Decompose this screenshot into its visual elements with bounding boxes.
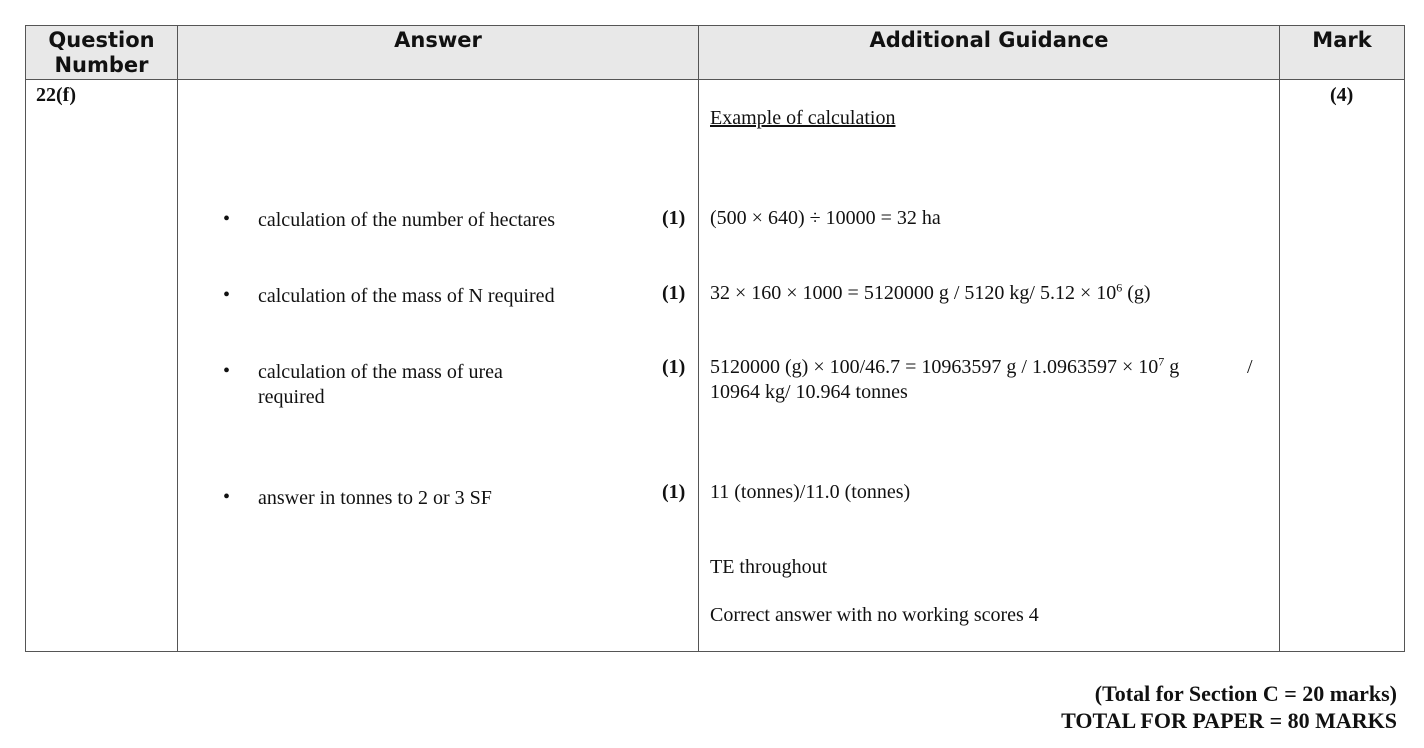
guidance-note: TE throughout	[710, 556, 828, 578]
answer-point: calculation of the number of hectares	[258, 209, 556, 231]
guidance-line: 5120000 (g) × 100/46.7 = 10963597 $g / 1.0963597 \times 10^7$ g	[710, 354, 1180, 378]
bullet: •	[223, 360, 231, 382]
point-mark: (1)	[662, 481, 686, 503]
guidance-line: 11 (tonnes)/11.0 (tonnes)	[710, 481, 911, 503]
guidance-note: Correct answer with no working scores 4	[710, 604, 1039, 626]
bullet: •	[223, 486, 231, 508]
guidance-line: (500 × 640) ÷ 10000 = 32 ha	[710, 207, 941, 229]
point-mark: (1)	[662, 356, 686, 378]
bullet: •	[223, 284, 231, 306]
question-mark: (4)	[1330, 84, 1354, 106]
paper-total: TOTAL FOR PAPER = 80 MARKS	[1061, 708, 1397, 733]
header-additional-guidance: Additional Guidance	[869, 28, 1109, 52]
answer-point: answer in tonnes to 2 or 3 SF	[258, 487, 492, 509]
answer-point: calculation of the mass of urea	[258, 361, 503, 383]
header-answer: Answer	[394, 28, 482, 52]
guidance-slash: /	[1247, 356, 1253, 378]
bullet: •	[223, 208, 231, 230]
header-question-number: Question Number	[48, 28, 155, 77]
mark-scheme-table	[25, 25, 1405, 652]
section-total: (Total for Section C = 20 marks)	[1094, 681, 1397, 706]
guidance-line: 32 × 160 × 1000 = 5120000 g / 5120 kg/ $5.12 \times 10^6$ (g)	[710, 280, 1151, 304]
answer-point: calculation of the mass of N required	[258, 285, 555, 307]
point-mark: (1)	[662, 282, 686, 304]
point-mark: (1)	[662, 207, 686, 229]
guidance-line-continued: 10964 kg/ 10.964 tonnes	[710, 381, 908, 403]
column-divider	[177, 26, 178, 651]
question-number: 22(f)	[36, 84, 76, 106]
column-divider	[698, 26, 699, 651]
guidance-heading: Example of calculation	[710, 107, 896, 129]
column-divider	[1279, 26, 1280, 651]
header-mark: Mark	[1312, 28, 1372, 52]
answer-point-continued: required	[258, 386, 325, 408]
